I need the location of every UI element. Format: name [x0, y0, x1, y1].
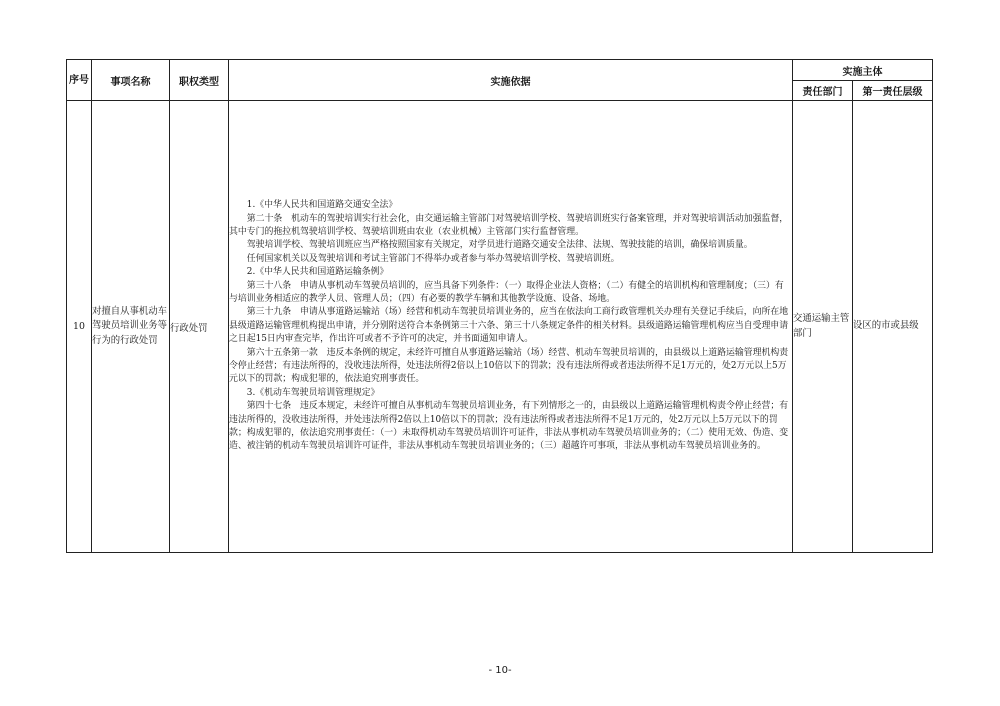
cell-level: 设区的市或县级	[853, 101, 933, 553]
cell-power-type: 行政处罚	[170, 101, 229, 553]
header-power-type: 职权类型	[170, 60, 229, 101]
authority-table	[66, 59, 933, 553]
header-basis: 实施依据	[229, 60, 793, 101]
basis-paragraph: 驾驶培训学校、驾驶培训班应当严格按照国家有关规定，对学员进行道路交通安全法律、法规、驾驶技能的培训，确保培训质量。	[246, 240, 753, 251]
header-dept: 责任部门	[793, 81, 853, 101]
header-seq: 序号	[67, 60, 92, 101]
cell-dept: 交通运输主管部门	[793, 101, 853, 553]
basis-paragraph: 第六十五条第一款 违反本条例的规定，未经许可擅自从事道路运输站（场）经营、机动车驾驶员培训的，由县级以上道路运输管理机构责令停止经营；有违法所得的，没收违法所得，处违法所得2倍以上10倍以下的罚款；没有违法所得或者违法所得不足1万元的，处2万元以上5万元以下的罚款；构成犯罪的，依法追究刑事责任。	[229, 347, 789, 385]
basis-paragraph: 第三十八条 申请从事机动车驾驶员培训的，应当具备下列条件：（一）取得企业法人资格；（二）有健全的培训机构和管理制度；（三）有与培训业务相适应的教学人员、管理人员；（四）有必要的教学车辆和其他教学设施、设备、场地。	[229, 280, 784, 304]
basis-paragraph: 2.《中华人民共和国道路运输条例》	[246, 267, 389, 278]
basis-paragraph: 第二十条 机动车的驾驶培训实行社会化，由交通运输主管部门对驾驶培训学校、驾驶培训班实行备案管理，并对驾驶培训活动加强监督，其中专门的拖拉机驾驶培训学校、驾驶培训班由农业（农业机械）主管部门实行监督管理。	[229, 213, 789, 237]
basis-paragraph: 3.《机动车驾驶员培训管理规定》	[246, 387, 380, 398]
cell-item-name: 对擅自从事机动车驾驶员培训业务等行为的行政处罚	[92, 101, 170, 553]
page-number: - 10-	[488, 665, 512, 676]
basis-paragraph: 第三十九条 申请从事道路运输站（场）经营和机动车驾驶员培训业务的，应当在依法向工商行政管理机关办理有关登记手续后，向所在地县级道路运输管理机构提出申请，并分别附送符合本条例第三十六条、第三十八条规定条件的相关材料。县级道路运输管理机构应当自受理申请之日起15日内审查完毕，作出许可或者不予许可的决定，并书面通知申请人。	[229, 307, 789, 345]
header-level: 第一责任层级	[853, 81, 933, 101]
table-row	[67, 101, 933, 553]
header-subject: 实施主体	[793, 60, 933, 81]
basis-paragraph: 第四十七条 违反本规定，未经许可擅自从事机动车驾驶员培训业务，有下列情形之一的，由县级以上道路运输管理机构责令停止经营；有违法所得的，没收违法所得，并处违法所得2倍以上10倍以下的罚款；没有违法所得或者违法所得不足1万元的，处2万元以上5万元以下的罚款；构成犯罪的，依法追究刑事责任：（一）未取得机动车驾驶员培训许可证件，非法从事机动车驾驶员培训业务的；（二）使用无效、伪造、变造、被注销的机动车驾驶员培训许可证件，非法从事机动车驾驶员培训业务的；（三）超越许可事项，非法从事机动车驾驶员培训业务的。	[229, 401, 789, 452]
basis-paragraph: 1.《中华人民共和国道路交通安全法》	[246, 200, 398, 211]
header-item-name: 事项名称	[92, 60, 170, 101]
cell-seq: 10	[67, 101, 92, 553]
cell-basis	[229, 101, 793, 553]
basis-paragraph: 任何国家机关以及驾驶培训和考试主管部门不得举办或者参与举办驾驶培训学校、驾驶培训班。	[246, 253, 620, 264]
